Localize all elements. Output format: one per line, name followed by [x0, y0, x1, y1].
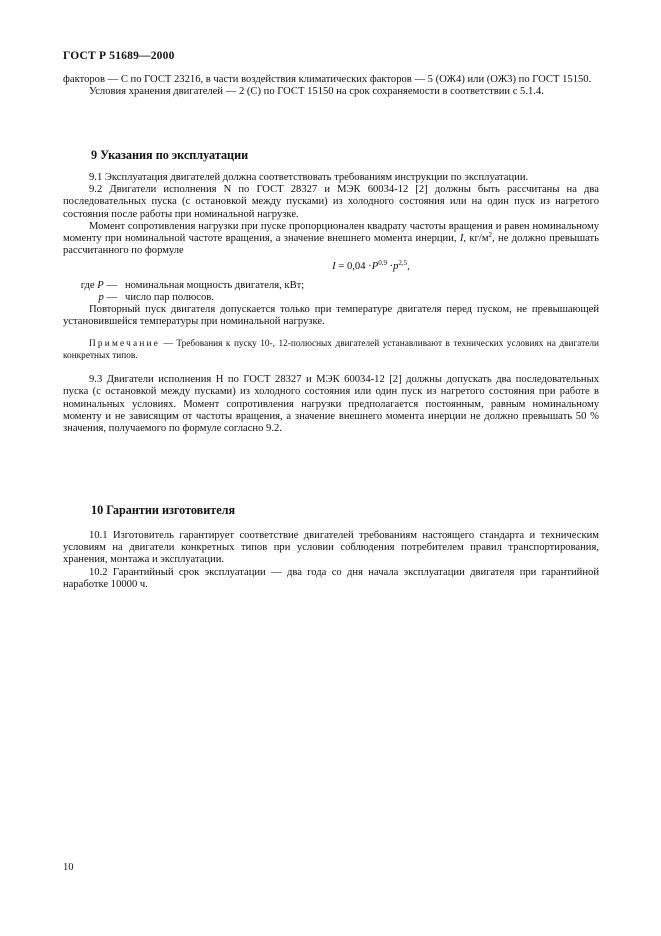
inertia-symbol: I: [459, 233, 464, 245]
formula-definition-poles: p — число пар полюсов.: [98, 291, 214, 303]
note-label: Примечание: [89, 339, 160, 350]
paragraph-9-2-inertia: Момент сопротивления нагрузки при пуске пропорционален квадрату частоты вращения и равен номинальному моменту при номинальной частоте вращения, а значение внешнего момента инерции, I, $кг/м^2$, не должно превышать рассчитанного по формуле: [63, 220, 600, 257]
paragraph-10-1: 10.1 Изготовитель гарантирует соответствие двигателей требованиям настоящего стандарта и техническим условиям на двигатели конкретных типов при условии соблюдения потребителем правил транспортирования, хранения, монтажа и эксплуатации.: [63, 530, 599, 566]
section-9-title: 9 Указания по эксплуатации: [91, 148, 249, 162]
inertia-formula: $I = 0,04 \cdot P^{0,9} \cdot p^{2,5}$,: [332, 259, 410, 273]
section-10-body: [63, 530, 599, 591]
paragraph-9-2: 9.2 Двигатели исполнения N по ГОСТ 28327 и МЭК 60034-12 [2] должны быть рассчитаны на два последовательных пуска (с остановкой между пусками) из холодного состояния или на один пуск из нагретого состояния после работы при номинальной нагрузке.: [63, 184, 599, 220]
intro-paragraph-1: факторов — С по ГОСТ 23216, в части воздействия климатических факторов — 5 (ОЖ4) или (ОЖ3) по ГОСТ 15150.: [63, 74, 592, 85]
document-header: ГОСТ Р 51689—2000: [63, 50, 175, 62]
intro-paragraph-2: Условия хранения двигателей — 2 (С) по ГОСТ 15150 на срок сохраняемости в соответствии с 5.1.4.: [89, 86, 544, 98]
page-number: 10: [63, 862, 74, 873]
paragraph-9-3: 9.3 Двигатели исполнения Н по ГОСТ 28327 и МЭК 60034-12 [2] должны допускать два последовательных пуска (с остановкой между пусками) из холодного состояния или один пуск из нагретого состояния при работе в номинальных условиях. Момент сопротивления нагрузки предполагается постоянным, равным номинальному моменту и не зависящим от частоты вращения, а значение внешнего момента инерции не должно превышать 50 % значения, получаемого по формуле согласно 9.2.: [63, 374, 599, 435]
section-9-body: [63, 172, 599, 435]
formula-definition-power: где P — номинальная мощность двигателя, кВт;: [80, 279, 305, 291]
paragraph-10-2: 10.2 Гарантийный срок эксплуатации — два года со дня начала эксплуатации двигателя при гарантийной наработке 10000 ч.: [63, 566, 599, 590]
paragraph-repeat-start: Повторный пуск двигателя допускается только при температуре двигателя перед пуском, не превышающей установившейся температуры при номинальной нагрузке.: [63, 304, 599, 328]
section-10-title: 10 Гарантии изготовителя: [91, 503, 236, 517]
note-paragraph: Примечание — Требования к пуску 10-, 12-полюсных двигателей устанавливают в технических условиях на двигатели конкретных типов.: [63, 339, 599, 361]
intro-block: [63, 74, 599, 98]
paragraph-9-1: 9.1 Эксплуатация двигателей должна соответствовать требованиям инструкции по эксплуатации.: [89, 172, 529, 183]
